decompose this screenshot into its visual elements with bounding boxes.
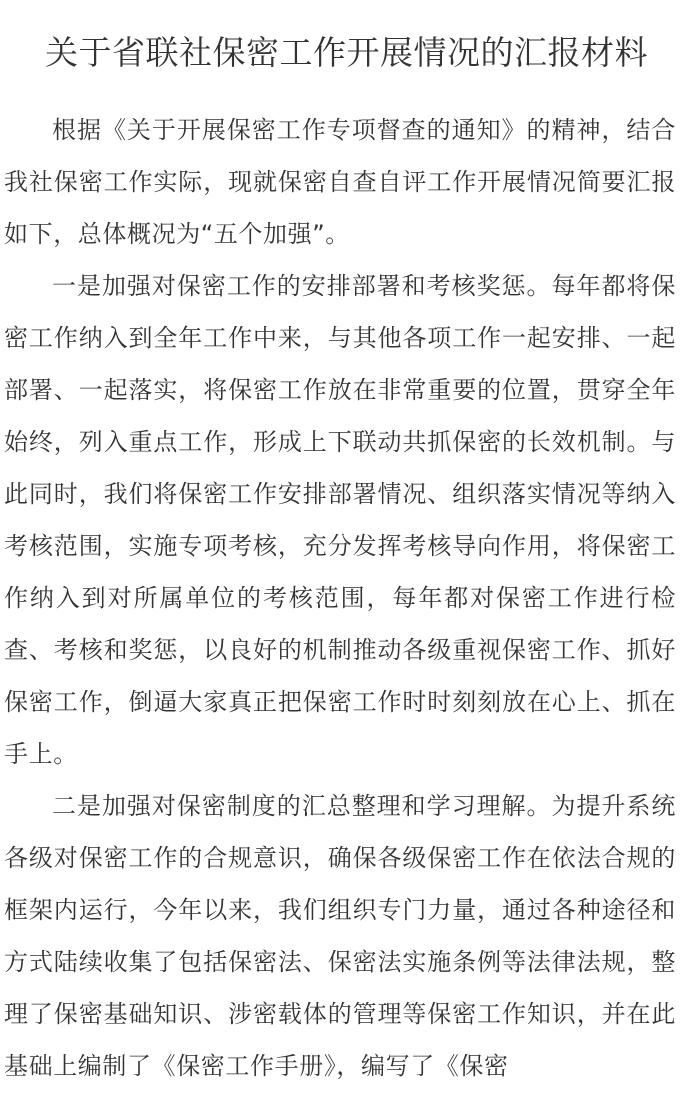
paragraph-point-one: 一是加强对保密工作的安排部署和考核奖惩。每年都将保密工作纳入到全年工作中来，与其他各项工作一起安排、一起部署、一起落实，将保密工作放在非常重要的位置，贯穿全年始终，列入重点工作，形成上下联动共抓保密的长效机制。与此同时，我们将保密工作安排部署情况、组织落实情况等纳入考核范围，实施专项考核，充分发挥考核导向作用，将保密工作纳入到对所属单位的考核范围，每年都对保密工作进行检查、考核和奖惩，以良好的机制推动各级重视保密工作、抓好保密工作，倒逼大家真正把保密工作时时刻刻放在心上、抓在手上。	[4, 272, 676, 768]
paragraph-point-two: 二是加强对保密制度的汇总整理和学习理解。为提升系统各级对保密工作的合规意识，确保各级保密工作在依法合规的框架内运行，今年以来，我们组织专门力量，通过各种途径和方式陆续收集了包括保密法、保密法实施条例等法律法规，整理了保密基础知识、涉密载体的管理等保密工作知识，并在此基础上编制了《保密工作手册》，编写了《保密	[4, 792, 676, 1080]
document-title: 关于省联社保密工作开展情况的汇报材料	[45, 33, 648, 72]
document-body	[4, 104, 676, 1092]
paragraph-intro: 根据《关于开展保密工作专项督查的通知》的精神，结合我社保密工作实际，现就保密自查自评工作开展情况简要汇报如下，总体概况为“五个加强”。	[4, 116, 676, 248]
